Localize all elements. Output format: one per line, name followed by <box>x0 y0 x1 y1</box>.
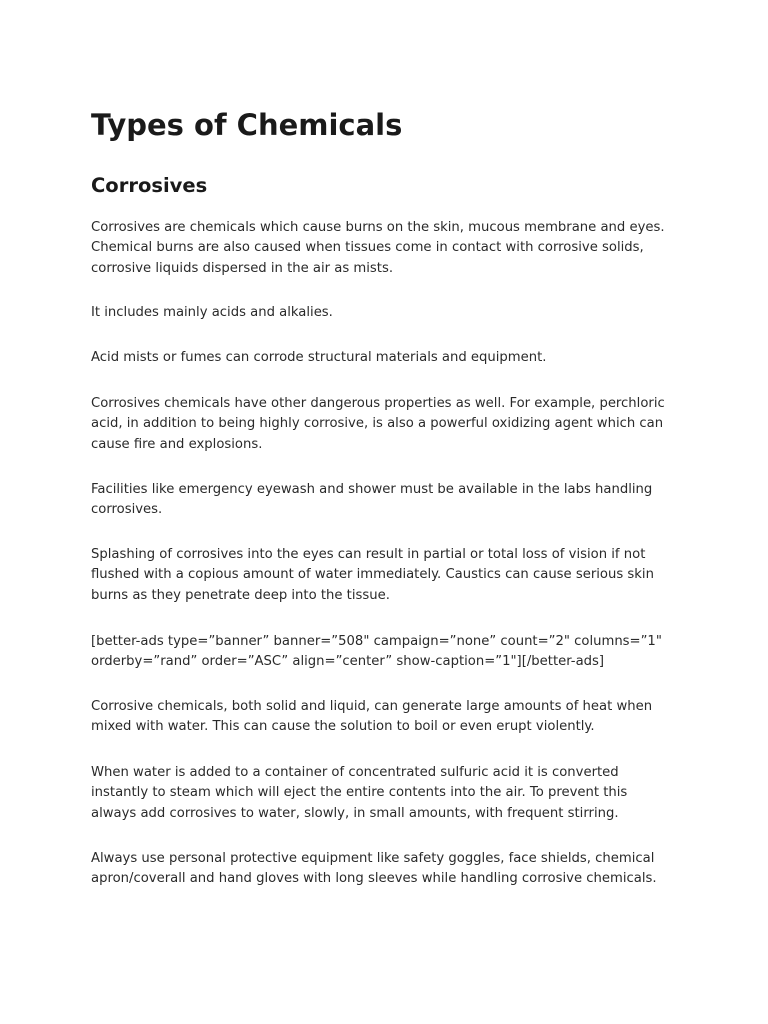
paragraph-line: acid, in addition to being highly corrosive, is also a powerful oxidizing agent which can <box>91 416 664 432</box>
paragraph <box>91 763 681 824</box>
paragraph-line: Facilities like emergency eyewash and shower must be available in the labs handling <box>91 482 653 497</box>
paragraph-line: mixed with water. This can cause the solution to boil or even erupt violently. <box>91 719 595 735</box>
paragraph <box>91 394 681 455</box>
paragraph-line: Acid mists or fumes can corrode structural materials and equipment. <box>91 350 547 365</box>
paragraph-line: always add corrosives to water, slowly, in small amounts, with frequent stirring. <box>91 805 619 821</box>
paragraph-line: instantly to steam which will eject the entire contents into the air. To prevent this <box>91 785 628 801</box>
paragraph-line: Splashing of corrosives into the eyes can result in partial or total loss of vision if not <box>91 547 646 562</box>
paragraph-line: [better-ads type=”banner” banner=”508" campaign=”none” count=”2" columns=”1" <box>91 634 662 649</box>
paragraph-line: Always use personal protective equipment like safety goggles, face shields, chemical <box>91 851 655 866</box>
paragraph-line: burns as they penetrate deep into the tissue. <box>91 587 390 603</box>
paragraph-line: Corrosives chemicals have other dangerous properties as well. For example, perchloric <box>91 396 665 411</box>
page-title: Types of Chemicals <box>91 108 403 142</box>
paragraph-line: apron/coverall and hand gloves with long sleeves while handling corrosive chemicals. <box>91 871 657 887</box>
paragraph-line: flushed with a copious amount of water immediately. Caustics can cause serious skin <box>91 567 654 583</box>
paragraph-line: corrosives. <box>91 502 163 518</box>
paragraph-line: It includes mainly acids and alkalies. <box>91 305 333 320</box>
paragraph-line: Corrosives are chemicals which cause burns on the skin, mucous membrane and eyes. <box>91 220 665 235</box>
paragraph-line: When water is added to a container of concentrated sulfuric acid it is converted <box>91 765 619 780</box>
paragraph <box>91 480 681 521</box>
paragraph-line: orderby=”rand” order=”ASC” align=”center” show-caption=”1"][/better-ads] <box>91 654 605 670</box>
paragraph <box>91 218 681 279</box>
paragraph <box>91 303 681 323</box>
paragraph <box>91 697 681 738</box>
paragraph-line: Chemical burns are also caused when tissues come in contact with corrosive solids, <box>91 240 644 256</box>
paragraph <box>91 545 681 606</box>
paragraph <box>91 348 681 368</box>
paragraph-line: Corrosive chemicals, both solid and liquid, can generate large amounts of heat when <box>91 699 653 714</box>
shortcode-paragraph <box>91 632 681 673</box>
section-heading: Corrosives <box>91 174 208 197</box>
paragraph <box>91 849 681 890</box>
paragraph-line: corrosive liquids dispersed in the air as mists. <box>91 260 394 276</box>
paragraph-line: cause fire and explosions. <box>91 436 263 452</box>
